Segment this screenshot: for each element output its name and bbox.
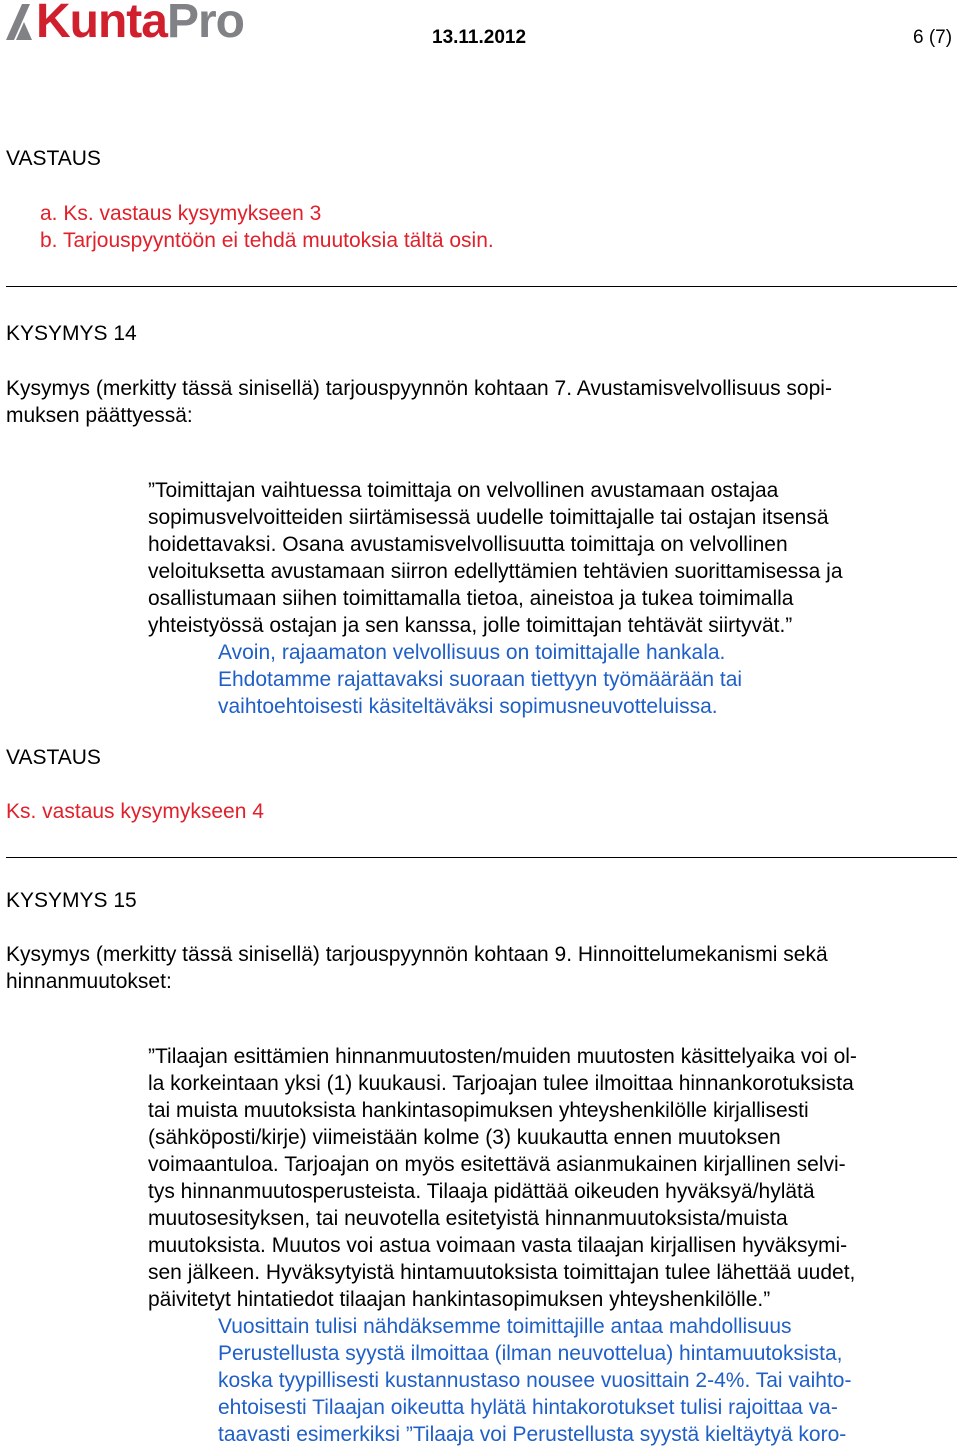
logo-kunta: Kunta — [36, 0, 167, 48]
question-15-quote-line: muutosesityksen, tai neuvotella esitetyistä hinnanmuutoksista/muista — [148, 1207, 788, 1230]
question-14-quote-line: sopimusvelvoitteiden siirtämisessä uudelle toimittajalle tai ostajan itsensä — [148, 506, 829, 529]
question-15-comment-line: ehtoisesti Tilaajan oikeutta hylätä hintakorotukset tulisi rajoittaa va- — [218, 1396, 838, 1419]
question-15-quote-line: sen jälkeen. Hyväksytyistä hintamuutoksista toimittajan tulee lähettää uudet, — [148, 1261, 856, 1284]
answer-item-a: a. Ks. vastaus kysymykseen 3 — [40, 202, 322, 225]
question-14-intro-line: muksen päättyessä: — [6, 404, 193, 427]
answer-item-b: b. Tarjouspyyntöön ei tehdä muutoksia tältä osin. — [40, 229, 494, 252]
question-15-comment-line: koska tyypillisesti kustannustaso nousee vuosittain 2-4%. Tai vaihto- — [218, 1369, 852, 1392]
question-15-quote-line: tai muista muutoksista hankintasopimuksen yhteyshenkilölle kirjallisesti — [148, 1099, 809, 1122]
vastaus-heading: VASTAUS — [6, 746, 101, 769]
question-15-quote-line: päivitetyt hintatiedot tilaajan hankintasopimuksen yhteyshenkilölle.” — [148, 1288, 771, 1311]
question-15-quote-line: la korkeintaan yksi (1) kuukausi. Tarjoajan tulee ilmoittaa hinnankorotuksista — [148, 1072, 854, 1095]
section-divider — [6, 286, 957, 287]
question-14-heading: KYSYMYS 14 — [6, 322, 137, 345]
question-15-comment-line: Perustellusta syystä ilmoittaa (ilman neuvottelua) hintamuutoksista, — [218, 1342, 843, 1365]
question-14-intro-line: Kysymys (merkitty tässä sinisellä) tarjouspyynnön kohtaan 7. Avustamisvelvollisuus sopi- — [6, 377, 832, 400]
page-number: 6 (7) — [913, 27, 953, 48]
question-14-quote-line: veloituksetta avustamaan siirron edellyttämien tehtävien suorittamisessa ja — [148, 560, 843, 583]
question-14-quote-line: yhteistyössä ostajan ja sen kanssa, jolle toimittajan tehtävät siirtyvät.” — [148, 614, 793, 637]
logo-mark-icon — [4, 2, 34, 42]
question-15-intro-line: Kysymys (merkitty tässä sinisellä) tarjouspyynnön kohtaan 9. Hinnoittelumekanismi sekä — [6, 943, 828, 966]
logo-pro: Pro — [166, 0, 244, 48]
question-15-comment-line: Vuosittain tulisi nähdäksemme toimittajille antaa mahdollisuus — [218, 1315, 792, 1338]
question-14-comment-line: Avoin, rajaamaton velvollisuus on toimittajalle hankala. — [218, 641, 726, 664]
question-15-comment-line: taavasti esimerkiksi ”Tilaaja voi Perustellusta syystä kieltäytyä koro- — [218, 1423, 847, 1446]
question-15-heading: KYSYMYS 15 — [6, 889, 137, 912]
header-date: 13.11.2012 — [432, 27, 527, 48]
section-divider — [6, 857, 957, 858]
question-15-quote-line: ”Tilaajan esittämien hinnanmuutosten/muiden muutosten käsittelyaika voi ol- — [148, 1045, 857, 1068]
question-15-intro-line: hinnanmuutokset: — [6, 970, 172, 993]
question-14-comment-line: Ehdotamme rajattavaksi suoraan tiettyyn työmäärään tai — [218, 668, 743, 691]
logo-wordmark — [36, 0, 244, 50]
vastaus-heading: VASTAUS — [6, 147, 101, 170]
question-15-quote-line: voimaantuloa. Tarjoajan on myös esitettävä asianmukainen kirjallinen selvi- — [148, 1153, 846, 1176]
question-14-comment-line: vaihtoehtoisesti käsiteltäväksi sopimusneuvotteluissa. — [218, 695, 718, 718]
question-14-answer: Ks. vastaus kysymykseen 4 — [6, 800, 264, 823]
question-14-quote-line: osallistumaan siihen toimittamalla tietoa, aineistoa ja tukea toimimalla — [148, 587, 794, 610]
question-14-quote-line: hoidettavaksi. Osana avustamisvelvollisuutta toimittaja on velvollinen — [148, 533, 788, 556]
question-15-quote-line: (sähköposti/kirje) viimeistään kolme (3) kuukautta ennen muutoksen — [148, 1126, 781, 1149]
question-14-quote-line: ”Toimittajan vaihtuessa toimittaja on velvollinen avustamaan ostajaa — [148, 479, 779, 502]
question-15-quote-line: tys hinnanmuutosperusteista. Tilaaja pidättää oikeuden hyväksyä/hylätä — [148, 1180, 815, 1203]
kuntapro-logo — [0, 0, 290, 50]
question-15-quote-line: muutoksista. Muutos voi astua voimaan vasta tilaajan kirjallisen hyväksymi- — [148, 1234, 848, 1257]
